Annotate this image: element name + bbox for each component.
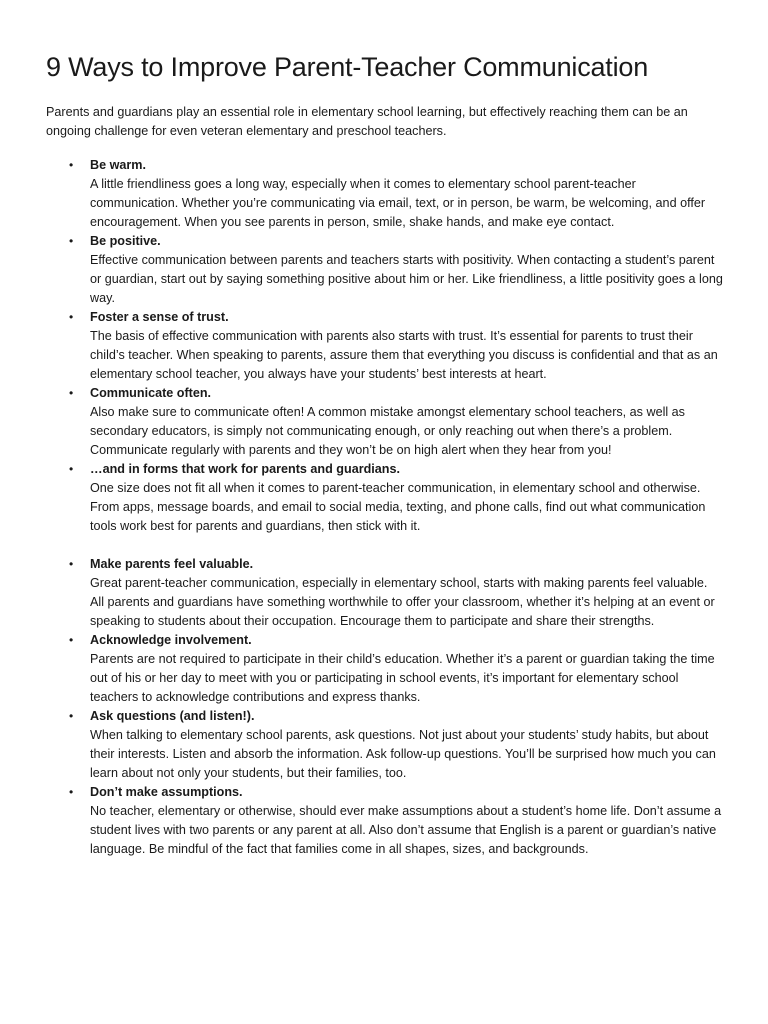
tip-body: When talking to elementary school parents, ask questions. Not just about your students’ study habits, but about their interests. Listen and absorb the information. Ask follow-up questions. You’ll be surprised how much you can learn about not only your students, but their families, too.: [90, 728, 716, 780]
tips-list: [46, 156, 724, 859]
tip-body: No teacher, elementary or otherwise, should ever make assumptions about a student’s home life. Don’t assume a student lives with two parents or any parent at all. Also don’t assume that English is a parent or guardian’s native language. Be mindful of the fact that families come in all shapes, sizes, and backgrounds.: [90, 804, 722, 856]
tip-title: Acknowledge involvement.: [90, 633, 252, 647]
page-title: 9 Ways to Improve Parent-Teacher Communication: [46, 52, 649, 82]
tip-title: Be warm.: [90, 158, 146, 172]
tip-title: …and in forms that work for parents and guardians.: [90, 462, 400, 476]
tip-title: Be positive.: [90, 234, 161, 248]
tip-title: Don’t make assumptions.: [90, 785, 243, 799]
tip-body: Great parent-teacher communication, especially in elementary school, starts with making parents feel valuable. All parents and guardians have something worthwhile to offer your classroom, whether it’s helping at an event or speaking to students about their occupation. Encourage them to participate and share their strengths.: [90, 576, 715, 628]
tip-title: Make parents feel valuable.: [90, 557, 254, 571]
tip-title: Communicate often.: [90, 386, 212, 400]
bullet-icon: •: [69, 310, 74, 324]
bullet-icon: •: [69, 785, 74, 799]
tip-body: One size does not fit all when it comes to parent-teacher communication, in elementary school and otherwise. From apps, message boards, and email to social media, texting, and phone calls, find out what communication tools work best for parents and guardians, then stick with it.: [90, 481, 706, 533]
intro-paragraph: Parents and guardians play an essential role in elementary school learning, but effectively reaching them can be an ongoing challenge for even veteran elementary and preschool teachers.: [46, 105, 688, 138]
tip-body: Effective communication between parents and teachers starts with positivity. When contacting a student’s parent or guardian, start out by saying something positive about him or her. Like friendliness, a little positivity goes a long way.: [90, 253, 723, 305]
list-item: [69, 707, 724, 783]
bullet-icon: •: [69, 234, 74, 248]
tip-body: A little friendliness goes a long way, especially when it comes to elementary school parent-teacher communication. Whether you’re communicating via email, text, or in person, be warm, be welcoming, and offer encouragement. When you see parents in person, smile, shake hands, and make eye contact.: [90, 177, 706, 229]
tip-body: The basis of effective communication with parents also starts with trust. It’s essential for parents to trust their child’s teacher. When speaking to parents, assure them that everything you discuss is confidential and that as an elementary school teacher, you always have your students’ best interests at heart.: [90, 329, 718, 381]
list-item: [69, 555, 724, 631]
tip-body: Also make sure to communicate often! A common mistake amongst elementary school teachers, as well as secondary educators, is simply not communicating enough, or only reaching out when there’s a problem. Communicate regularly with parents and they won’t be on high alert when they hear from you!: [90, 405, 685, 457]
bullet-icon: •: [69, 462, 74, 476]
bullet-icon: •: [69, 386, 74, 400]
bullet-icon: •: [69, 158, 74, 172]
list-item: [69, 232, 724, 308]
bullet-icon: •: [69, 709, 74, 723]
tip-title: Ask questions (and listen!).: [90, 709, 255, 723]
list-item: [69, 384, 724, 460]
bullet-icon: •: [69, 557, 74, 571]
list-item: [69, 460, 724, 536]
tip-body: Parents are not required to participate in their child’s education. Whether it’s a parent or guardian taking the time out of his or her day to meet with you or participating in school events, it’s important for elementary school teachers to acknowledge contributions and express thanks.: [90, 652, 715, 704]
bullet-icon: •: [69, 633, 74, 647]
tip-title: Foster a sense of trust.: [90, 310, 229, 324]
list-item: [69, 156, 724, 232]
list-item: [69, 308, 724, 384]
list-item: [69, 631, 724, 707]
list-item: [69, 783, 724, 859]
